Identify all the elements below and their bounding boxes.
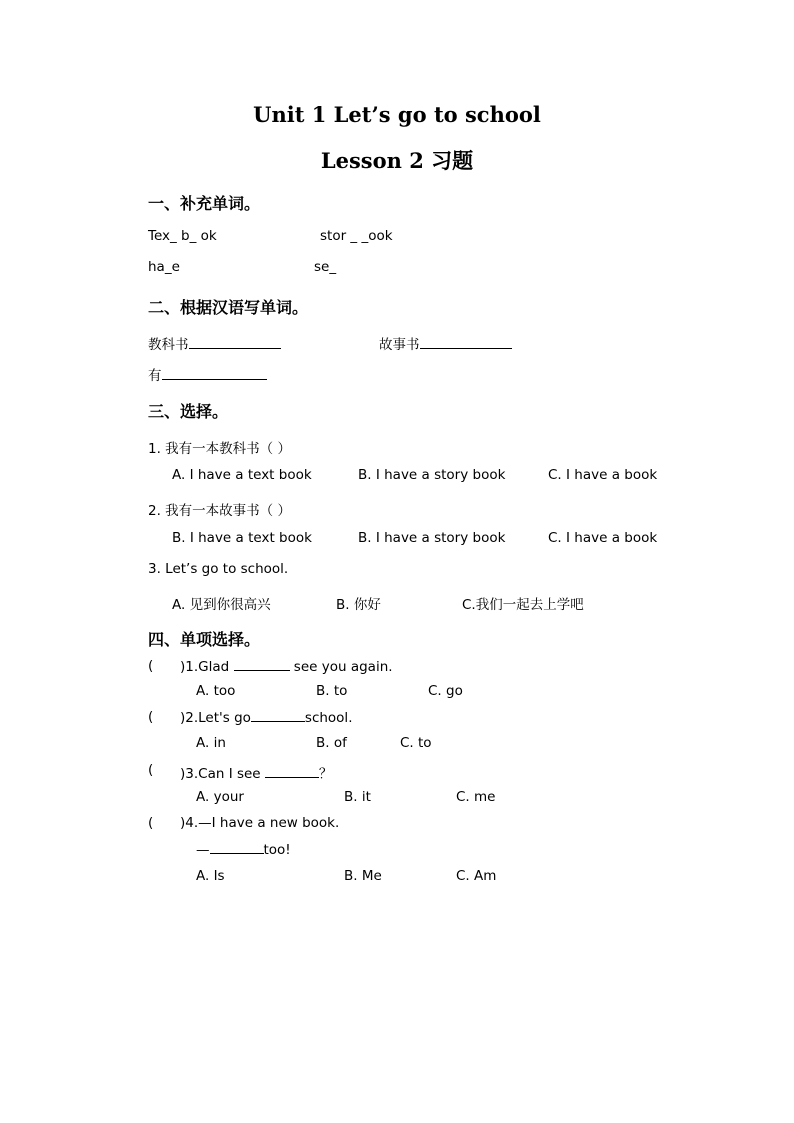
answer-blank[interactable] [265, 765, 319, 778]
s3-q2-option-c[interactable]: C. I have a book [548, 530, 658, 546]
s4-q2-paren: ( [148, 709, 154, 725]
s4-q1-stem-end: see you again. [289, 659, 393, 675]
s3-q1-option-b[interactable]: B. I have a story book [358, 467, 506, 483]
answer-blank[interactable] [162, 367, 267, 380]
lesson-subtitle: Lesson 2 习题 [320, 148, 474, 173]
page-title: Unit 1 Let’s go to school [253, 102, 541, 127]
answer-blank[interactable] [420, 336, 512, 349]
s3-q2-option-b[interactable]: B. I have a story book [358, 530, 506, 546]
word-have: ha_e [148, 259, 180, 275]
s3-q3-option-a[interactable]: A. 见到你很高兴 [172, 597, 271, 613]
word-see: se_ [314, 259, 337, 275]
s4-q1-paren: ( [148, 658, 154, 674]
s4-q3-option-c[interactable]: C. me [456, 789, 496, 805]
s4-q4-reply [196, 841, 291, 858]
answer-blank[interactable] [234, 658, 290, 671]
s4-q1-option-c[interactable]: C. go [428, 683, 463, 699]
s4-q2-stem [180, 709, 352, 726]
s4-q4-paren: ( [148, 815, 154, 831]
answer-blank[interactable] [189, 336, 281, 349]
s4-q4-reply-dash: — [196, 842, 210, 858]
s4-q1-option-b[interactable]: B. to [316, 683, 348, 699]
s4-q3-stem-end: ？ [318, 766, 333, 782]
s3-q1-stem: 1. 我有一本教科书（ ） [148, 441, 291, 457]
s4-q4-option-c[interactable]: C. Am [456, 868, 497, 884]
s4-q2-option-c[interactable]: C. to [400, 735, 432, 751]
s4-q4-option-b[interactable]: B. Me [344, 868, 382, 884]
s4-q2-option-a[interactable]: A. in [196, 735, 226, 751]
s3-q2-option-a[interactable]: B. I have a text book [172, 530, 312, 546]
word-storybook: stor _ _ook [320, 228, 393, 244]
s4-q1-stem [180, 658, 393, 675]
word-textbook: Tex_ b_ ok [148, 228, 217, 244]
write-item-storybook [379, 333, 512, 353]
s4-q2-stem-start: )2.Let's go [180, 710, 251, 726]
s3-q3-option-b[interactable]: B. 你好 [336, 597, 381, 613]
s3-q3-stem: 3. Let’s go to school. [148, 561, 289, 577]
write-item-label: 故事书 [379, 337, 420, 353]
write-item-label: 有 [148, 368, 162, 384]
write-item-have [148, 364, 267, 384]
s4-q1-stem-start: )1.Glad [180, 659, 234, 675]
answer-blank[interactable] [251, 709, 305, 722]
section-4-heading: 四、单项选择。 [148, 630, 261, 649]
write-item-textbook [148, 333, 281, 353]
s3-q2-stem: 2. 我有一本故事书（ ） [148, 503, 291, 519]
section-1-heading: 一、补充单词。 [148, 194, 261, 213]
s4-q4-reply-end: too! [263, 842, 291, 858]
s4-q3-option-b[interactable]: B. it [344, 789, 371, 805]
s4-q2-stem-end: school. [304, 710, 353, 726]
s3-q3-option-c[interactable]: C.我们一起去上学吧 [462, 597, 584, 613]
s4-q4-stem: )4.—I have a new book. [180, 815, 340, 831]
s4-q3-option-a[interactable]: A. your [196, 789, 244, 805]
s4-q3-stem-start: )3.Can I see [180, 766, 265, 782]
section-2-heading: 二、根据汉语写单词。 [148, 298, 309, 317]
s4-q3-stem [180, 762, 332, 782]
s3-q1-option-a[interactable]: A. I have a text book [172, 467, 312, 483]
s3-q1-option-c[interactable]: C. I have a book [548, 467, 658, 483]
section-3-heading: 三、选择。 [148, 402, 229, 421]
s4-q1-option-a[interactable]: A. too [196, 683, 236, 699]
s4-q4-option-a[interactable]: A. Is [196, 868, 225, 884]
write-item-label: 教科书 [148, 337, 189, 353]
answer-blank[interactable] [210, 841, 264, 854]
s4-q2-option-b[interactable]: B. of [316, 735, 347, 751]
s4-q3-paren: ( [148, 762, 154, 778]
